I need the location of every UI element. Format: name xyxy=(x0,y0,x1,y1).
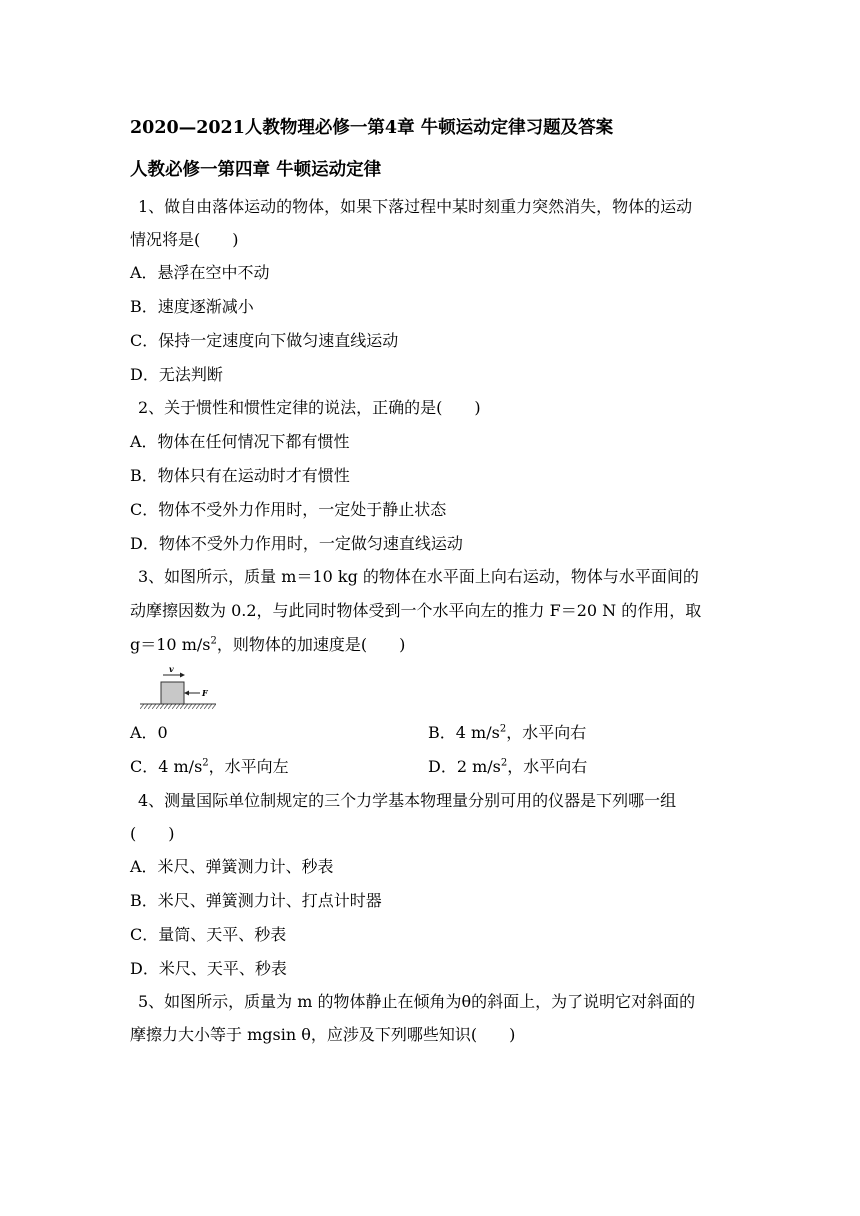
q3-figure-block-diagram xyxy=(136,664,220,712)
q3-stem-line3-pre: g＝10 m/s xyxy=(130,635,211,654)
q1-stem-line1: 1、做自由落体运动的物体，如果下落过程中某时刻重力突然消失，物体的运动 xyxy=(138,197,693,216)
q1-option-b: B．速度逐渐减小 xyxy=(130,297,254,316)
q5-stem-line1: 5、如图所示，质量为 m 的物体静止在倾角为θ的斜面上，为了说明它对斜面的 xyxy=(138,992,696,1011)
q2-option-d: D．物体不受外力作用时，一定做匀速直线运动 xyxy=(130,534,463,553)
document-title: 2020—2021人教物理必修一第4章 牛顿运动定律习题及答案 xyxy=(130,118,614,138)
q3-option-b xyxy=(428,722,586,744)
q3-option-c-sup: 2 xyxy=(202,757,209,769)
q3-option-c-post: ，水平向左 xyxy=(208,757,289,776)
q3-option-d xyxy=(428,756,587,778)
q4-stem-line1: 4、测量国际单位制规定的三个力学基本物理量分别可用的仪器是下列哪一组 xyxy=(138,791,677,810)
q4-option-b: B．米尺、弹簧测力计、打点计时器 xyxy=(130,891,382,910)
q3-option-c-pre: C．4 m/s xyxy=(130,757,203,776)
q4-option-a: A．米尺、弹簧测力计、秒表 xyxy=(130,857,334,876)
q3-stem-line3-sup: 2 xyxy=(210,635,217,647)
q1-stem-line2: 情况将是( ) xyxy=(130,230,239,249)
q3-option-d-pre: D．2 m/s xyxy=(428,757,501,776)
q3-stem-line1: 3、如图所示，质量 m＝10 kg 的物体在水平面上向右运动，物体与水平面间的 xyxy=(138,567,699,586)
q4-stem-line2: ( ) xyxy=(130,824,175,843)
ground-hatch xyxy=(140,704,216,709)
q3-stem-line3-post: ，则物体的加速度是( ) xyxy=(216,635,406,654)
block xyxy=(161,682,184,704)
q1-option-d: D．无法判断 xyxy=(130,365,223,384)
q3-option-b-post: ，水平向右 xyxy=(506,723,587,742)
q2-option-a: A．物体在任何情况下都有惯性 xyxy=(130,432,350,451)
q3-stem-line2: 动摩擦因数为 0.2，与此同时物体受到一个水平向左的推力 F＝20 N 的作用，取 xyxy=(130,601,702,620)
q3-stem-line3 xyxy=(130,634,405,656)
q4-option-c: C．量筒、天平、秒表 xyxy=(130,925,287,944)
q3-option-a: A．0 xyxy=(130,723,168,742)
q1-option-c: C．保持一定速度向下做匀速直线运动 xyxy=(130,331,399,350)
q1-option-a: A．悬浮在空中不动 xyxy=(130,263,270,282)
q3-option-d-sup: 2 xyxy=(500,757,508,769)
q3-option-c xyxy=(130,756,289,778)
q2-option-b: B．物体只有在运动时才有惯性 xyxy=(130,466,350,485)
velocity-label: v xyxy=(169,664,174,674)
q3-option-b-sup: 2 xyxy=(499,723,507,735)
q2-stem: 2、关于惯性和惯性定律的说法，正确的是( ) xyxy=(138,398,481,417)
chapter-subtitle: 人教必修一第四章 牛顿运动定律 xyxy=(130,160,382,180)
q3-option-d-post: ，水平向右 xyxy=(507,757,588,776)
q4-option-d: D．米尺、天平、秒表 xyxy=(130,959,287,978)
force-label: F xyxy=(202,688,208,698)
q3-option-b-pre: B．4 m/s xyxy=(428,723,500,742)
q2-option-c: C．物体不受外力作用时，一定处于静止状态 xyxy=(130,500,447,519)
q5-stem-line2: 摩擦力大小等于 mgsin θ，应涉及下列哪些知识( ) xyxy=(130,1025,516,1044)
